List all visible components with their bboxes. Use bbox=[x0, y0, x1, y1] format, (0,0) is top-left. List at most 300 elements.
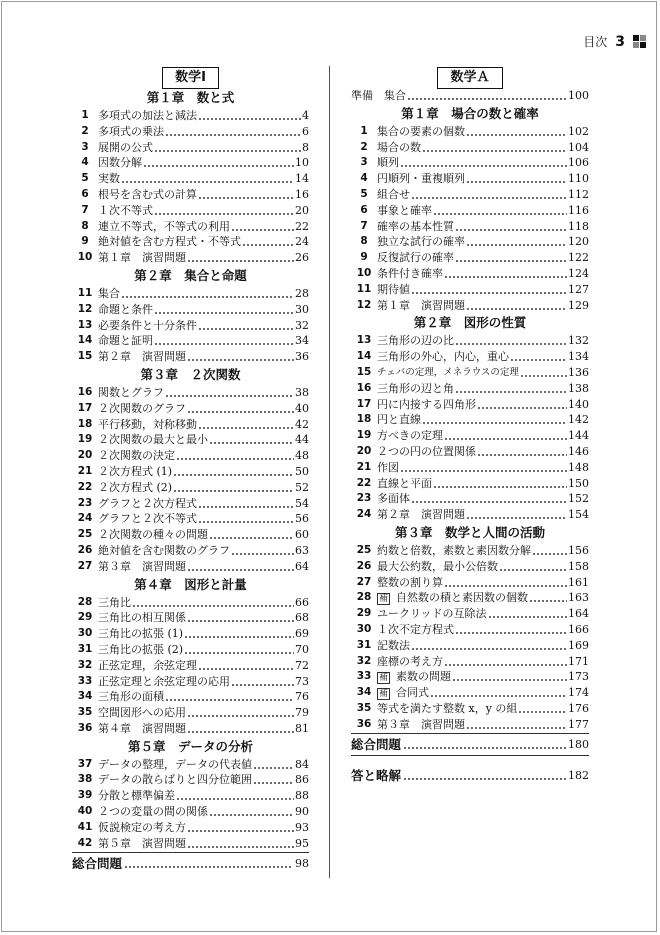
entry-number: 31 bbox=[77, 642, 93, 655]
entry-page: 120 bbox=[568, 235, 589, 249]
entry-page: 116 bbox=[568, 203, 589, 217]
entry-page: 177 bbox=[568, 717, 589, 731]
entry-title-group bbox=[98, 140, 153, 156]
toc-entry[interactable] bbox=[351, 507, 589, 523]
divider-line bbox=[351, 733, 589, 734]
entry-number: 20 bbox=[77, 449, 93, 462]
supplement-badge: 補 bbox=[379, 594, 389, 605]
entry-number: 8 bbox=[360, 235, 368, 248]
entry-title: １次不定方程式 bbox=[377, 622, 454, 636]
entry-number: 19 bbox=[356, 429, 372, 442]
divider-line bbox=[72, 852, 309, 853]
entry-number: 14 bbox=[77, 334, 93, 347]
toc-entry[interactable] bbox=[72, 595, 309, 611]
dot-leader bbox=[403, 766, 566, 785]
entry-page: 102 bbox=[568, 124, 589, 138]
entry-page: 148 bbox=[568, 460, 589, 474]
dot-leader bbox=[520, 365, 567, 380]
entry-number: 15 bbox=[77, 350, 93, 363]
entry-page: 158 bbox=[568, 559, 589, 573]
dot-leader bbox=[184, 642, 294, 657]
entry-title: 場合の数 bbox=[377, 140, 421, 154]
toc-entry[interactable] bbox=[72, 836, 309, 852]
entry-page: 176 bbox=[568, 701, 589, 715]
dot-leader bbox=[198, 658, 294, 673]
entry-title-group bbox=[377, 654, 443, 670]
toc-entry[interactable] bbox=[351, 444, 589, 460]
entry-page: 40 bbox=[295, 401, 309, 415]
supplement-badge: 補 bbox=[379, 689, 389, 700]
entry-number: 19 bbox=[77, 433, 93, 446]
entry-title-group bbox=[98, 155, 142, 171]
dot-leader bbox=[121, 286, 294, 301]
entry-title: 連立不等式，不等式の利用 bbox=[98, 219, 230, 233]
entry-title: チェバの定理，メネラウスの定理 bbox=[377, 366, 519, 378]
entry-number: 21 bbox=[77, 464, 93, 477]
entry-page: 16 bbox=[295, 187, 309, 201]
entry-title: 必要条件と十分条件 bbox=[98, 318, 197, 332]
toc-entry[interactable] bbox=[72, 705, 309, 721]
entry-title-group bbox=[377, 219, 454, 235]
toc-entry[interactable] bbox=[351, 669, 589, 685]
entry-title: 展開の公式 bbox=[98, 140, 153, 154]
toc-entry[interactable] bbox=[72, 610, 309, 626]
entry-title-group bbox=[377, 460, 399, 476]
entry-title: 約数と倍数，素数と素因数分解 bbox=[377, 543, 531, 557]
toc-entry[interactable] bbox=[351, 333, 589, 349]
entry-title-group bbox=[98, 432, 208, 448]
entry-title: 三角比の相互関係 bbox=[98, 611, 186, 625]
supplement-badge: 補 bbox=[379, 673, 389, 684]
entry-title-group bbox=[98, 234, 241, 250]
dot-leader bbox=[411, 638, 567, 653]
entry-title: 三角形の外心，内心，重心 bbox=[377, 350, 509, 364]
entry-page: 173 bbox=[568, 670, 589, 684]
entry-page: 69 bbox=[295, 627, 309, 641]
entry-title: 素数の問題 bbox=[396, 670, 452, 684]
entry-title-group bbox=[98, 464, 172, 480]
entry-number: 24 bbox=[356, 508, 372, 521]
entry-page: 54 bbox=[295, 496, 309, 510]
prep-page: 100 bbox=[568, 89, 589, 102]
entry-number: 11 bbox=[356, 282, 372, 295]
entry-number: 12 bbox=[356, 298, 372, 311]
dot-leader bbox=[173, 464, 294, 479]
entry-title: 確率の基本性質 bbox=[377, 219, 454, 233]
toc-entry[interactable] bbox=[351, 155, 589, 171]
entry-title: 組合せ bbox=[377, 187, 410, 201]
entry-number: 26 bbox=[356, 559, 372, 572]
entry-title: グラフと２次方程式 bbox=[98, 496, 197, 510]
entry-title: 実数 bbox=[98, 172, 120, 186]
toc-answers-row[interactable] bbox=[351, 766, 589, 785]
toc-entry[interactable] bbox=[72, 496, 309, 512]
entry-title: グラフと２次不等式 bbox=[98, 512, 197, 526]
entry-title: 直線と平面 bbox=[377, 476, 432, 490]
entry-title-group bbox=[98, 804, 208, 820]
toc-entry[interactable] bbox=[72, 155, 309, 171]
dot-leader bbox=[209, 804, 294, 819]
dot-leader bbox=[231, 219, 294, 234]
entry-number: 16 bbox=[356, 381, 372, 394]
entry-title: 第１章 演習問題 bbox=[98, 251, 186, 265]
entry-number: 23 bbox=[356, 492, 372, 505]
entry-title: 根号を含む式の計算 bbox=[98, 187, 197, 201]
entry-number: 30 bbox=[77, 627, 93, 640]
entry-title-group bbox=[98, 219, 230, 235]
toc-entry[interactable] bbox=[72, 401, 309, 417]
entry-title: 集合の要素の個数 bbox=[377, 124, 465, 138]
entry-title-group bbox=[98, 772, 252, 788]
toc-entry[interactable] bbox=[72, 674, 309, 690]
entry-title-group bbox=[98, 820, 186, 836]
entry-title-group bbox=[98, 108, 197, 124]
toc-entry[interactable] bbox=[351, 476, 589, 492]
toc-entry[interactable] bbox=[72, 788, 309, 804]
entry-number: 27 bbox=[356, 575, 372, 588]
toc-entry[interactable] bbox=[72, 203, 309, 219]
toc-entry[interactable] bbox=[72, 124, 309, 140]
toc-entry[interactable] bbox=[72, 527, 309, 543]
dot-leader bbox=[173, 480, 294, 495]
entry-title: 三角形の辺の比 bbox=[377, 334, 454, 348]
entry-title-group bbox=[98, 757, 252, 773]
toc-entry[interactable] bbox=[351, 187, 589, 203]
entry-page: 14 bbox=[295, 172, 309, 186]
entry-page: 36 bbox=[295, 350, 309, 364]
dot-leader bbox=[422, 140, 567, 155]
toc-entry[interactable] bbox=[72, 417, 309, 433]
entry-page: 28 bbox=[295, 286, 309, 300]
entry-title: 合同式 bbox=[396, 686, 430, 700]
dot-leader bbox=[455, 381, 567, 396]
entry-number: 9 bbox=[81, 235, 89, 248]
toc-entry[interactable] bbox=[351, 412, 589, 428]
toc-entry[interactable] bbox=[351, 717, 589, 733]
entry-title-group bbox=[377, 575, 443, 591]
entry-number: 35 bbox=[77, 706, 93, 719]
entry-page: 95 bbox=[295, 836, 309, 850]
entry-number: 6 bbox=[81, 187, 89, 200]
chapter-list bbox=[72, 88, 309, 851]
entry-number: 22 bbox=[356, 476, 372, 489]
dot-leader bbox=[411, 282, 567, 297]
toc-entry[interactable] bbox=[72, 219, 309, 235]
toc-entry[interactable] bbox=[351, 124, 589, 140]
answers-page: 182 bbox=[568, 769, 589, 783]
page-number: 3 bbox=[615, 33, 625, 50]
toc-entry[interactable] bbox=[351, 203, 589, 219]
toc-entry[interactable] bbox=[351, 219, 589, 235]
dot-leader bbox=[253, 757, 294, 772]
toc-entry[interactable] bbox=[72, 626, 309, 642]
toc-entry[interactable] bbox=[351, 543, 589, 559]
entry-title-group bbox=[98, 318, 197, 334]
entry-page: 90 bbox=[295, 805, 309, 819]
dot-leader bbox=[231, 674, 294, 689]
entry-number: 5 bbox=[360, 187, 368, 200]
entry-number: 28 bbox=[356, 591, 372, 604]
entry-title-group bbox=[377, 444, 476, 460]
toc-entry[interactable] bbox=[72, 187, 309, 203]
toc-entry[interactable] bbox=[72, 432, 309, 448]
entry-title: 因数分解 bbox=[98, 156, 142, 170]
entry-title-group bbox=[98, 286, 120, 302]
dot-leader bbox=[433, 476, 567, 491]
toc-entry[interactable] bbox=[72, 286, 309, 302]
dot-leader bbox=[143, 155, 294, 170]
dot-leader bbox=[187, 820, 294, 835]
dot-leader bbox=[231, 543, 294, 558]
entry-title: 正弦定理と余弦定理の応用 bbox=[98, 674, 230, 688]
entry-number: 1 bbox=[81, 109, 89, 121]
entry-title: 記数法 bbox=[377, 638, 410, 652]
entry-title: 第３章 演習問題 bbox=[377, 717, 465, 731]
dot-leader bbox=[532, 543, 567, 558]
toc-entry[interactable] bbox=[72, 480, 309, 496]
entry-title-group bbox=[377, 140, 421, 156]
entry-number: 10 bbox=[356, 266, 372, 279]
toc-entry[interactable] bbox=[72, 333, 309, 349]
toc-entry[interactable] bbox=[351, 575, 589, 591]
toc-entry[interactable] bbox=[72, 757, 309, 773]
entry-number: 32 bbox=[356, 654, 372, 667]
entry-title: 作図 bbox=[377, 460, 399, 474]
entry-page: 150 bbox=[568, 476, 589, 490]
toc-entry[interactable] bbox=[351, 460, 589, 476]
toc-entry[interactable] bbox=[351, 381, 589, 397]
entry-title-group bbox=[98, 658, 197, 674]
entry-number: 29 bbox=[77, 611, 93, 624]
entry-page: 68 bbox=[295, 611, 309, 625]
toc-entry[interactable] bbox=[351, 282, 589, 298]
toc-entry[interactable] bbox=[72, 448, 309, 464]
entry-title: １次不等式 bbox=[98, 203, 153, 217]
entry-page: 44 bbox=[295, 433, 309, 447]
entry-title-group bbox=[377, 397, 476, 413]
entry-title: 期待値 bbox=[377, 282, 410, 296]
dot-leader bbox=[488, 606, 567, 621]
entry-title: 三角形の辺と角 bbox=[377, 381, 454, 395]
toc-entry[interactable] bbox=[351, 622, 589, 638]
toc-entry[interactable] bbox=[72, 318, 309, 334]
entry-number: 9 bbox=[360, 251, 368, 264]
entry-number: 7 bbox=[360, 219, 368, 232]
entry-title: 関数とグラフ bbox=[98, 385, 164, 399]
entry-title: 三角比 bbox=[98, 595, 131, 609]
entry-number: 36 bbox=[356, 717, 372, 730]
entry-title-group bbox=[377, 155, 399, 171]
toc-entry[interactable] bbox=[351, 349, 589, 365]
dot-leader bbox=[187, 610, 294, 625]
toc-entry[interactable] bbox=[72, 689, 309, 705]
toc-entry[interactable] bbox=[72, 385, 309, 401]
entry-number: 5 bbox=[81, 172, 89, 185]
entry-number: 17 bbox=[356, 397, 372, 410]
column-divider bbox=[329, 66, 330, 878]
entry-title-group bbox=[98, 527, 208, 543]
header-title: 目次 bbox=[583, 35, 608, 49]
toc-entry[interactable] bbox=[72, 234, 309, 250]
toc-entry[interactable] bbox=[351, 685, 589, 701]
entry-page: 118 bbox=[568, 219, 589, 233]
toc-entry[interactable] bbox=[72, 804, 309, 820]
dot-leader bbox=[433, 203, 567, 218]
toc-entry[interactable] bbox=[351, 266, 589, 282]
chapter-title: 第２章 図形の性質 bbox=[413, 315, 527, 331]
entry-number: 12 bbox=[77, 302, 93, 315]
dot-leader bbox=[466, 507, 567, 522]
toc-entry[interactable] bbox=[351, 428, 589, 444]
dot-leader bbox=[411, 491, 567, 506]
toc-entry[interactable] bbox=[72, 511, 309, 527]
entry-title: 絶対値を含む方程式・不等式 bbox=[98, 235, 241, 249]
toc-entry[interactable] bbox=[351, 654, 589, 670]
entry-title: ユークリッドの互除法 bbox=[377, 607, 487, 621]
summary-page: 180 bbox=[568, 738, 589, 752]
entry-page: 86 bbox=[295, 773, 309, 787]
toc-entry[interactable] bbox=[72, 658, 309, 674]
toc-prep-row[interactable] bbox=[351, 88, 589, 104]
dot-leader bbox=[198, 496, 294, 511]
entry-number: 40 bbox=[77, 805, 93, 818]
chapter-title: 第４章 図形と計量 bbox=[134, 576, 247, 592]
entry-title-group bbox=[98, 385, 164, 401]
prep-label: 準備 集合 bbox=[351, 89, 406, 102]
entry-title-group bbox=[377, 250, 454, 266]
entry-number: 36 bbox=[77, 721, 93, 734]
entry-title: 命題と条件 bbox=[98, 302, 153, 316]
entry-title-group bbox=[377, 349, 509, 365]
entry-title: 第１章 演習問題 bbox=[377, 298, 465, 312]
entry-page: 154 bbox=[568, 508, 589, 522]
entry-title-group bbox=[377, 333, 454, 349]
dot-leader bbox=[466, 717, 567, 732]
dot-leader bbox=[176, 788, 294, 803]
toc-entry[interactable] bbox=[72, 642, 309, 658]
entry-title-group bbox=[377, 187, 410, 203]
dot-leader bbox=[477, 444, 567, 459]
toc-entry[interactable] bbox=[72, 349, 309, 365]
entry-number: 38 bbox=[77, 773, 93, 786]
entry-page: 56 bbox=[295, 512, 309, 526]
entry-page: 10 bbox=[295, 156, 309, 170]
entry-page: 64 bbox=[295, 559, 309, 573]
dot-leader bbox=[187, 401, 294, 416]
toc-entry[interactable] bbox=[351, 638, 589, 654]
entry-number: 18 bbox=[77, 417, 93, 430]
toc-entry[interactable] bbox=[72, 772, 309, 788]
entry-title: 三角比の拡張 (1) bbox=[98, 627, 184, 641]
entry-number: 42 bbox=[77, 836, 93, 849]
toc-entry[interactable] bbox=[351, 559, 589, 575]
toc-entry[interactable] bbox=[351, 234, 589, 250]
toc-entry[interactable] bbox=[351, 250, 589, 266]
dot-leader bbox=[510, 349, 567, 364]
toc-entry[interactable] bbox=[351, 397, 589, 413]
entry-number: 41 bbox=[77, 820, 93, 833]
toc-entry[interactable] bbox=[351, 298, 589, 314]
dot-leader bbox=[403, 735, 566, 754]
entry-title: ２次方程式 (1) bbox=[98, 464, 173, 478]
entry-page: 76 bbox=[295, 690, 309, 704]
chapter-title: 第３章 ２次関数 bbox=[140, 366, 241, 382]
entry-page: 73 bbox=[295, 674, 309, 688]
entry-number: 26 bbox=[77, 543, 93, 556]
entry-page: 34 bbox=[295, 334, 309, 348]
dot-leader bbox=[466, 171, 567, 186]
toc-entry[interactable] bbox=[72, 464, 309, 480]
entry-page: 60 bbox=[295, 528, 309, 542]
entry-page: 106 bbox=[568, 156, 589, 170]
entry-number: 33 bbox=[77, 674, 93, 687]
entry-page: 156 bbox=[568, 543, 589, 557]
entry-number: 35 bbox=[356, 701, 372, 714]
toc-entry[interactable] bbox=[72, 108, 309, 124]
toc-entry[interactable] bbox=[72, 721, 309, 737]
entry-title-group bbox=[377, 266, 443, 282]
subject-box-mathA: 数学Ａ bbox=[437, 67, 502, 89]
entry-title: 集合 bbox=[98, 286, 120, 300]
entry-page: 42 bbox=[295, 417, 309, 431]
entry-page: 50 bbox=[295, 464, 309, 478]
entry-number: 15 bbox=[356, 365, 372, 378]
toc-entry[interactable] bbox=[351, 701, 589, 717]
entry-title: 自然数の積と素因数の個数 bbox=[396, 591, 529, 605]
toc-entry[interactable] bbox=[351, 140, 589, 156]
toc-entry[interactable] bbox=[351, 606, 589, 622]
entry-number: 33 bbox=[356, 670, 372, 683]
entry-title: 最大公約数，最小公倍数 bbox=[377, 559, 498, 573]
entry-title: 等式を満たす整数 x，y の組 bbox=[377, 701, 518, 715]
toc-summary-row[interactable] bbox=[72, 854, 309, 873]
toc-entry[interactable] bbox=[72, 543, 309, 559]
entry-number: 17 bbox=[77, 401, 93, 414]
entry-page: 24 bbox=[295, 235, 309, 249]
toc-entry[interactable] bbox=[72, 559, 309, 575]
toc-entry[interactable] bbox=[72, 250, 309, 266]
entry-title: ２次関数のグラフ bbox=[98, 401, 186, 415]
dot-leader bbox=[242, 234, 294, 249]
toc-entry[interactable] bbox=[72, 171, 309, 187]
chapter-list bbox=[351, 104, 589, 733]
entry-title-group bbox=[98, 124, 164, 140]
entry-page: 30 bbox=[295, 302, 309, 316]
entry-page: 142 bbox=[568, 413, 589, 427]
entry-page: 48 bbox=[295, 449, 309, 463]
toc-summary-row[interactable] bbox=[351, 735, 589, 754]
entry-number: 23 bbox=[77, 496, 93, 509]
toc-entry[interactable] bbox=[351, 365, 589, 381]
dot-leader bbox=[411, 187, 567, 202]
entry-title-group bbox=[377, 171, 465, 187]
dot-leader bbox=[121, 171, 294, 186]
dot-leader bbox=[198, 108, 301, 123]
entry-title-group bbox=[377, 365, 519, 381]
entry-title-group bbox=[98, 349, 186, 365]
toc-entry[interactable] bbox=[72, 302, 309, 318]
toc-entry[interactable] bbox=[351, 491, 589, 507]
entry-title: 正弦定理，余弦定理 bbox=[98, 658, 197, 672]
entry-number: 11 bbox=[77, 286, 93, 299]
toc-entry[interactable] bbox=[72, 820, 309, 836]
entry-page: 22 bbox=[295, 219, 309, 233]
toc-entry[interactable] bbox=[351, 171, 589, 187]
toc-entry[interactable] bbox=[72, 140, 309, 156]
toc-entry[interactable] bbox=[351, 590, 589, 606]
entry-title: 独立な試行の確率 bbox=[377, 235, 465, 249]
dot-leader bbox=[444, 575, 567, 590]
